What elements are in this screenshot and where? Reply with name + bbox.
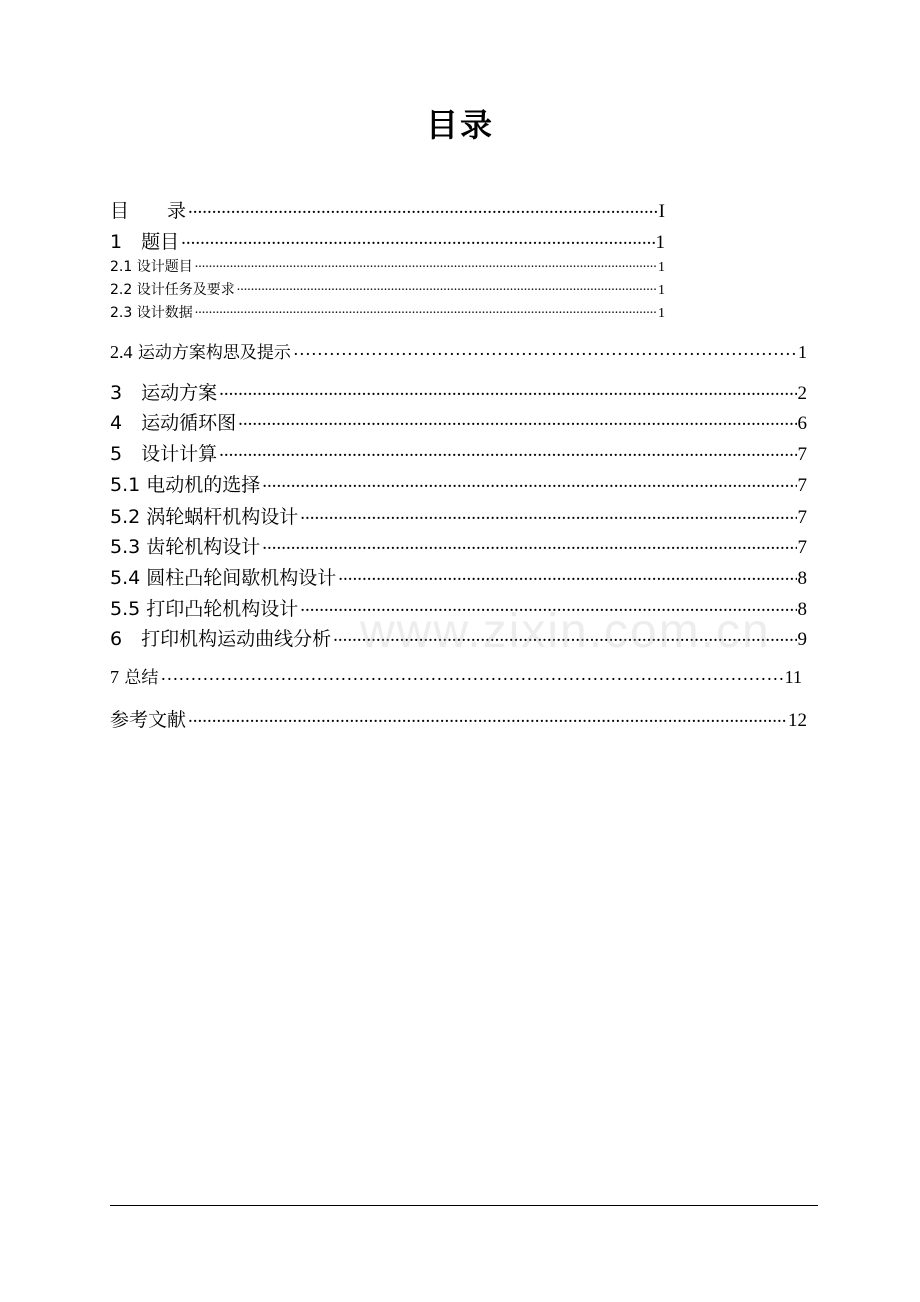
toc-leader-dots (262, 472, 796, 491)
toc-leader-dots (181, 229, 654, 248)
toc-entry[interactable] (110, 256, 665, 276)
toc-leader-dots (237, 280, 657, 294)
toc-entry[interactable] (110, 338, 807, 363)
toc-entry-page: 7 (797, 537, 807, 558)
toc-entry-page: 1 (655, 232, 665, 253)
toc-entry-page: 11 (784, 667, 802, 687)
toc-entry-label: 5.4 圆柱凸轮间歇机构设计 (110, 567, 337, 589)
toc-entry-label: 3 运动方案 (110, 382, 218, 404)
toc-entry[interactable] (110, 502, 807, 529)
toc-entry[interactable] (110, 532, 807, 559)
page-title: 目录 (425, 106, 494, 144)
toc-leader-dots (195, 257, 657, 271)
toc-entry-label: 2.2 设计任务及要求 (110, 282, 235, 298)
toc-leader-dots (219, 380, 796, 399)
toc-entry[interactable] (110, 302, 665, 322)
toc-entry-label: 5.1 电动机的选择 (110, 474, 261, 496)
toc-entry-label: 运动方案构思及提示 (132, 343, 291, 363)
toc-entry-page: 1 (658, 306, 665, 321)
watermark: www.zixin.com.cn (360, 605, 771, 658)
toc-entry-label: 5.3 齿轮机构设计 (110, 536, 261, 558)
toc-entry-label: 5.5 打印凸轮机构设计 (110, 598, 299, 620)
toc-entry[interactable] (110, 663, 802, 688)
toc-entry-number: 7 (110, 667, 119, 687)
toc-entry[interactable] (110, 470, 807, 497)
toc-entry-page: 9 (797, 629, 807, 650)
toc-leader-dots (195, 303, 657, 317)
toc-entry-page: 2 (797, 383, 807, 404)
toc-leader-dots (293, 340, 797, 358)
toc-entry-page: 6 (797, 413, 807, 434)
toc-entry-label: 目 录 (110, 200, 187, 222)
toc-entry-page: I (658, 201, 665, 222)
toc-entry-page: 8 (797, 599, 807, 620)
toc-entry-label: 5 设计计算 (110, 443, 218, 465)
footer-rule (110, 1205, 818, 1206)
toc-leader-dots (300, 504, 796, 523)
toc-entry-page: 7 (797, 507, 807, 528)
toc-leader-dots (188, 707, 787, 726)
toc-entry[interactable] (110, 196, 665, 223)
toc-entry-page: 1 (798, 342, 807, 362)
toc-entry-page: 1 (658, 283, 665, 298)
toc-entry-label: 5.2 涡轮蜗杆机构设计 (110, 506, 299, 528)
toc-leader-dots (262, 534, 796, 553)
toc-leader-dots (238, 410, 796, 429)
toc-entry[interactable] (110, 227, 665, 254)
toc-entry-label: 2.1 设计题目 (110, 259, 193, 275)
toc-entry-page: 12 (788, 710, 807, 731)
toc-leader-dots (160, 665, 783, 683)
toc-entry-page: 7 (797, 444, 807, 465)
toc-entry-label: 总结 (119, 668, 159, 688)
toc-entry[interactable] (110, 563, 807, 590)
toc-leader-dots (219, 441, 796, 460)
toc-leader-dots (188, 198, 658, 217)
toc-entry-label: 1 题目 (110, 231, 180, 253)
toc-entry[interactable] (110, 705, 807, 732)
toc-entry-page: 7 (797, 475, 807, 496)
toc-entry[interactable] (110, 439, 807, 466)
toc-leader-dots (338, 565, 796, 584)
toc-entry-number: 2.4 (110, 342, 133, 362)
toc-entry-page: 1 (658, 260, 665, 275)
toc-entry[interactable] (110, 279, 665, 299)
toc-entry[interactable] (110, 378, 807, 405)
toc-entry[interactable] (110, 408, 807, 435)
toc-entry-label: 2.3 设计数据 (110, 305, 193, 321)
toc-entry-page: 8 (797, 568, 807, 589)
toc-entry-label: 4 运动循环图 (110, 412, 237, 434)
toc-entry-label: 6 打印机构运动曲线分析 (110, 628, 332, 650)
toc-entry-label: 参考文献 (110, 709, 187, 731)
